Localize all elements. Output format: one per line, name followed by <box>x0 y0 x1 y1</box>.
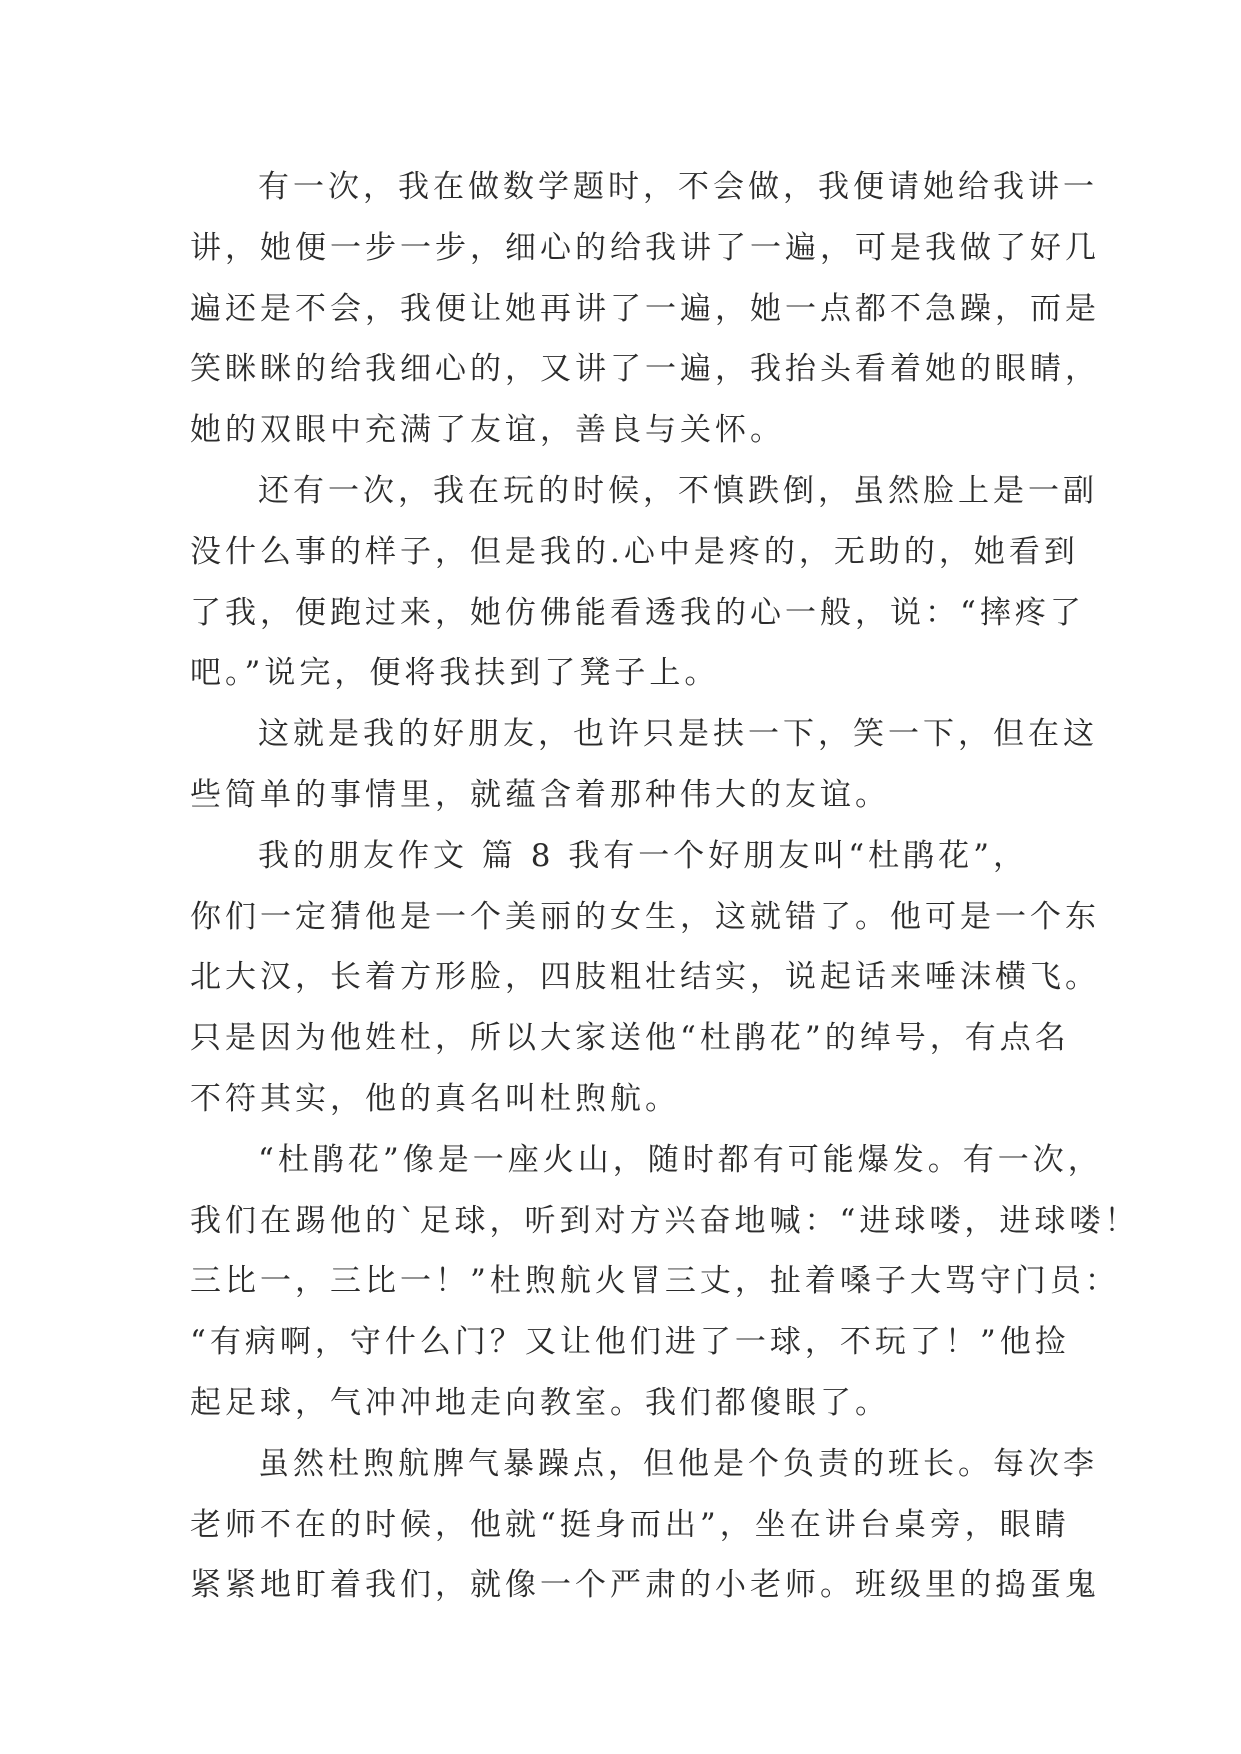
text-line: 老师不在的时候，他就“挺身而出”，坐在讲台桌旁，眼睛 <box>190 1506 1070 1543</box>
text-line: 不符其实，他的真名叫杜煦航。 <box>190 1080 680 1117</box>
text-line: 你们一定猜他是一个美丽的女生，这就错了。他可是一个东 <box>190 898 1100 935</box>
text-line: 讲，她便一步一步，细心的给我讲了一遍，可是我做了好几 <box>190 229 1100 266</box>
text-line: 这就是我的好朋友，也许只是扶一下，笑一下，但在这 <box>258 716 1098 753</box>
text-line: 紧紧地盯着我们，就像一个严肃的小老师。班级里的捣蛋鬼 <box>190 1567 1100 1604</box>
text-line: 起足球，气冲冲地走向教室。我们都傻眼了。 <box>190 1384 890 1421</box>
text-line: 有一次，我在做数学题时，不会做，我便请她给我讲一 <box>258 169 1098 205</box>
document-body <box>190 157 1140 1616</box>
text-line: 北大汉，长着方形脸，四肢粗壮结实，说起话来唾沫横飞。 <box>190 959 1100 996</box>
text-line: 些简单的事情里，就蕴含着那种伟大的友谊。 <box>190 776 890 813</box>
text-line: 我们在踢他的`足球，听到对方兴奋地喊：“进球喽，进球喽！ <box>190 1202 1140 1239</box>
text-line: 三比一，三比一！”杜煦航火冒三丈，扯着嗓子大骂守门员： <box>190 1263 1120 1300</box>
text-line: 吧。”说完，便将我扶到了凳子上。 <box>190 655 720 692</box>
text-line: 虽然杜煦航脾气暴躁点，但他是个负责的班长。每次李 <box>258 1445 1098 1482</box>
text-line: 只是因为他姓杜，所以大家送他“杜鹃花”的绰号，有点名 <box>190 1020 1070 1057</box>
text-line: 遍还是不会，我便让她再讲了一遍，她一点都不急躁，而是 <box>190 290 1100 327</box>
text-line: 我的朋友作文 篇 8 我有一个好朋友叫“杜鹃花”， <box>258 837 1028 874</box>
text-line: 了我，便跑过来，她仿佛能看透我的心一般，说：“摔疼了 <box>190 594 1085 631</box>
text-line: “有病啊，守什么门？又让他们进了一球，不玩了！”他捡 <box>190 1324 1070 1361</box>
text-line: 还有一次，我在玩的时候，不慎跌倒，虽然脸上是一副 <box>258 472 1098 509</box>
text-line: “杜鹃花”像是一座火山，随时都有可能爆发。有一次， <box>258 1141 1103 1178</box>
text-line: 笑眯眯的给我细心的，又讲了一遍，我抬头看着她的眼睛， <box>190 351 1100 388</box>
text-line: 她的双眼中充满了友谊，善良与关怀。 <box>190 412 785 449</box>
text-line: 没什么事的样子，但是我的.心中是疼的，无助的，她看到 <box>190 533 1079 570</box>
